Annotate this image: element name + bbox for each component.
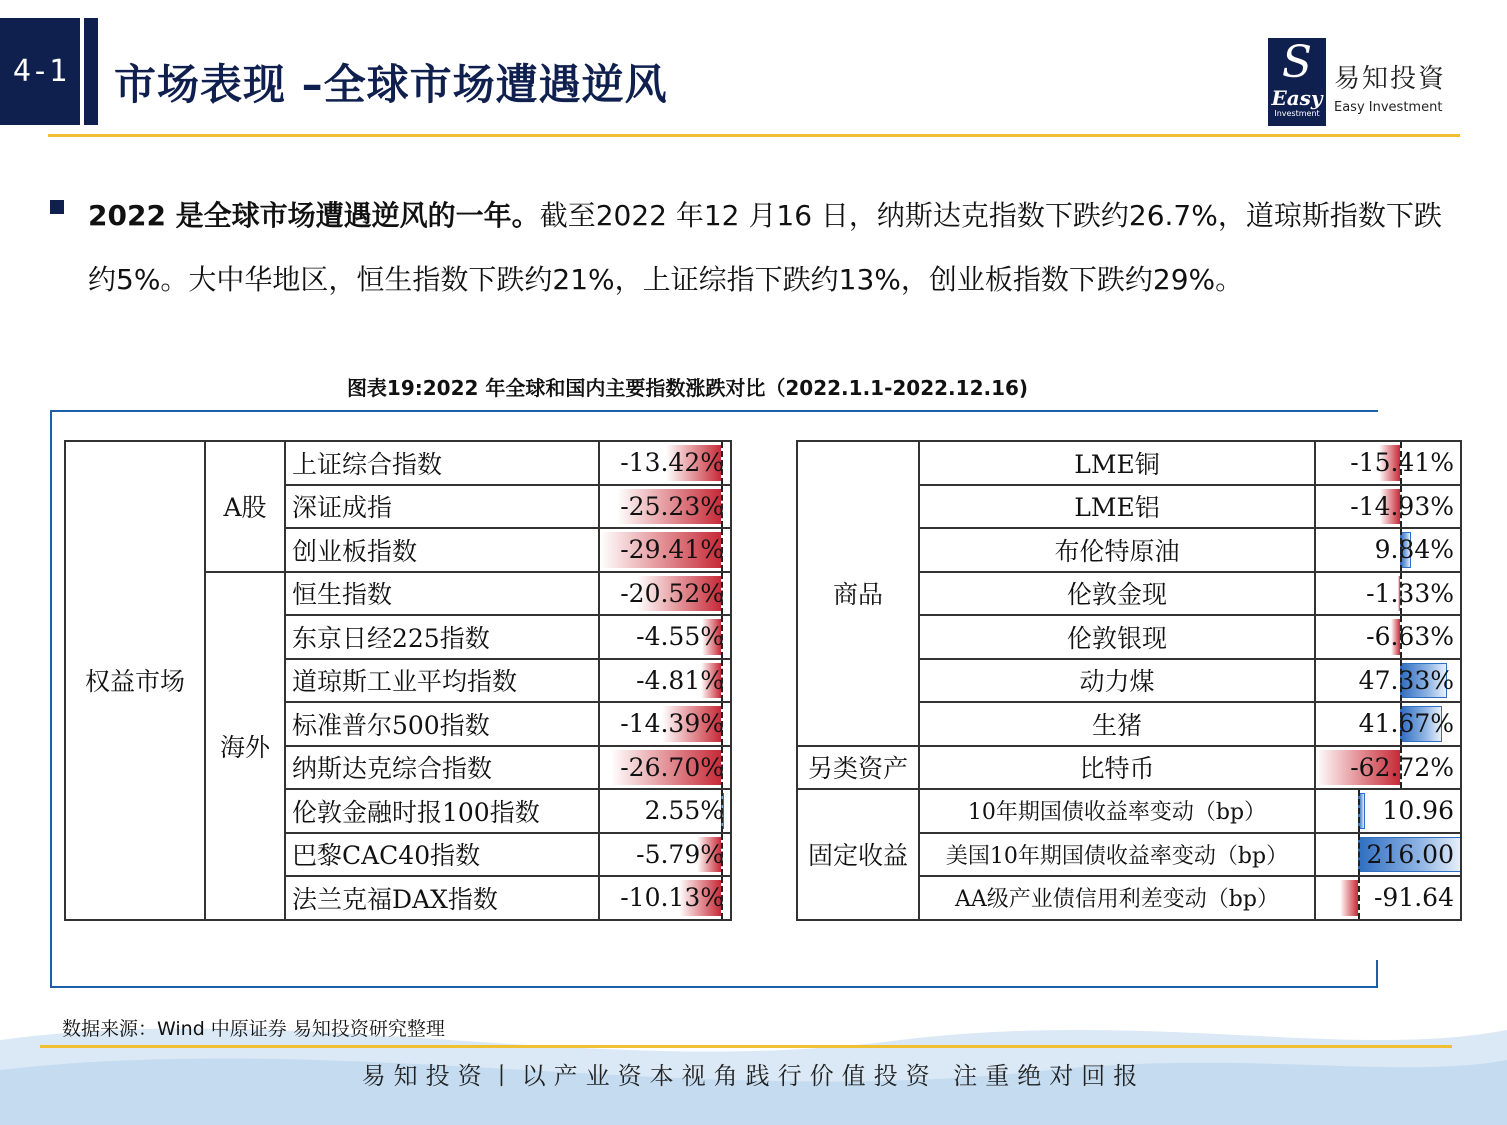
value-text: -4.55% [636, 622, 724, 652]
index-name: 恒生指数 [285, 572, 599, 616]
value-text: -14.93% [1350, 491, 1454, 521]
header-divider [48, 134, 1460, 137]
asset-name: 10年期国债收益率变动（bp） [919, 789, 1315, 833]
zero-axis-line [721, 660, 723, 702]
page-title: 市场表现 –全球市场遭遇逆风 [114, 60, 668, 109]
value-cell [1315, 702, 1461, 746]
index-name: 伦敦金融时报100指数 [285, 789, 599, 833]
value-cell [1315, 572, 1461, 616]
value-cell [1315, 528, 1461, 572]
value-text: -29.41% [620, 535, 724, 565]
table-row [797, 789, 1461, 833]
value-text: 9.84% [1374, 535, 1454, 565]
value-text: 216.00 [1366, 839, 1454, 869]
summary-bold: 2022 是全球市场遭遇逆风的一年。 [88, 199, 540, 232]
value-cell [599, 746, 731, 790]
zero-axis-line [721, 877, 723, 919]
asset-name: AA级产业债信用利差变动（bp） [919, 876, 1315, 920]
asset-name: 伦敦金现 [919, 572, 1315, 616]
value-cell [1315, 659, 1461, 703]
index-name: 创业板指数 [285, 528, 599, 572]
group-fixed-income: 固定收益 [797, 789, 919, 920]
value-text: -1.33% [1366, 578, 1454, 608]
value-cell [1315, 485, 1461, 529]
value-cell [1315, 876, 1461, 920]
index-name: 法兰克福DAX指数 [285, 876, 599, 920]
asset-name: LME铜 [919, 441, 1315, 485]
chart-frame-left [50, 410, 52, 988]
zero-axis-line [1400, 616, 1402, 658]
commodity-fixed-income-table [796, 440, 1462, 921]
asset-name: 生猪 [919, 702, 1315, 746]
zero-axis-line [1400, 573, 1402, 615]
value-cell [599, 528, 731, 572]
chart-frame-bottom [50, 986, 1378, 988]
zero-axis-line [1358, 877, 1360, 919]
summary-text: 截至2022 年12 月16 日，纳斯达克指数下跌约26.7%，道琼斯指数下跌约5%。大中华地区，恒生指数下跌约21%，上证综指下跌约13%，创业板指数下跌约29%。 [88, 199, 1442, 296]
value-text: -13.42% [620, 448, 724, 478]
bullet-square-icon [50, 200, 64, 214]
asset-name: 伦敦银现 [919, 615, 1315, 659]
zero-axis-line [1358, 834, 1360, 876]
value-cell [599, 833, 731, 877]
value-text: 2.55% [644, 796, 724, 826]
group-equity: 权益市场 [65, 441, 205, 920]
company-logo: S Easy Investment [1268, 38, 1326, 126]
subgroup-a-share: A股 [205, 441, 285, 572]
zero-axis-line [721, 834, 723, 876]
zero-axis-line [1400, 703, 1402, 745]
logo-chinese-name: 易知投資 [1334, 64, 1447, 94]
subgroup-overseas: 海外 [205, 572, 285, 920]
zero-axis-line [1400, 747, 1402, 789]
chart-frame-right [1376, 960, 1378, 988]
value-text: 10.96 [1382, 796, 1454, 826]
asset-name: LME铝 [919, 485, 1315, 529]
value-text: 47.33% [1358, 665, 1454, 695]
value-cell [599, 789, 731, 833]
index-name: 深证成指 [285, 485, 599, 529]
logo-english-name: Easy Investment [1334, 100, 1443, 115]
zero-axis-line [1358, 790, 1360, 832]
asset-name: 动力煤 [919, 659, 1315, 703]
table-row [797, 441, 1461, 485]
value-cell [599, 572, 731, 616]
value-cell [1315, 615, 1461, 659]
value-text: -6.63% [1366, 622, 1454, 652]
zero-axis-line [1400, 442, 1402, 484]
section-number: 4-1 [0, 18, 80, 125]
asset-name: 美国10年期国债收益率变动（bp） [919, 833, 1315, 877]
index-name: 东京日经225指数 [285, 615, 599, 659]
data-source-note: 数据来源：Wind 中原证券 易知投资研究整理 [62, 1018, 445, 1040]
value-text: -15.41% [1350, 448, 1454, 478]
chart-frame-top [50, 410, 1378, 412]
index-name: 道琼斯工业平均指数 [285, 659, 599, 703]
value-text: -91.64 [1373, 883, 1454, 913]
value-text: -4.81% [636, 665, 724, 695]
zero-axis-line [1400, 486, 1402, 528]
value-text: -26.70% [620, 752, 724, 782]
value-cell [1315, 441, 1461, 485]
index-name: 标准普尔500指数 [285, 702, 599, 746]
zero-axis-line [721, 616, 723, 658]
index-name: 巴黎CAC40指数 [285, 833, 599, 877]
zero-axis-line [721, 790, 723, 832]
value-text: -62.72% [1350, 752, 1454, 782]
value-bar [1340, 880, 1358, 916]
value-text: -14.39% [620, 709, 724, 739]
zero-axis-line [1400, 660, 1402, 702]
zero-axis-line [721, 442, 723, 484]
index-name: 上证综合指数 [285, 441, 599, 485]
group-commodity: 商品 [797, 441, 919, 746]
value-cell [599, 441, 731, 485]
index-name: 纳斯达克综合指数 [285, 746, 599, 790]
value-cell [599, 702, 731, 746]
value-cell [599, 485, 731, 529]
zero-axis-line [721, 573, 723, 615]
value-text: -10.13% [620, 883, 724, 913]
zero-axis-line [721, 529, 723, 571]
value-cell [1315, 833, 1461, 877]
asset-name: 比特币 [919, 746, 1315, 790]
footer-slogan: 易知投资丨以产业资本视角践行价值投资 注重绝对回报 [361, 1062, 1146, 1090]
value-cell [1315, 746, 1461, 790]
value-text: 41.67% [1358, 709, 1454, 739]
equity-market-table [64, 440, 732, 921]
zero-axis-line [1400, 529, 1402, 571]
value-cell [599, 659, 731, 703]
table-row [65, 441, 731, 485]
zero-axis-line [721, 703, 723, 745]
value-cell [599, 876, 731, 920]
zero-axis-line [721, 747, 723, 789]
zero-axis-line [721, 486, 723, 528]
chart-title: 图表19:2022 年全球和国内主要指数涨跌对比（2022.1.1-2022.12.16) [346, 376, 1029, 400]
value-text: -20.52% [620, 578, 724, 608]
section-bar [84, 18, 98, 125]
value-cell [1315, 789, 1461, 833]
table-row [797, 746, 1461, 790]
value-cell [599, 615, 731, 659]
value-text: -25.23% [620, 491, 724, 521]
asset-name: 布伦特原油 [919, 528, 1315, 572]
footer-divider [40, 1045, 1452, 1048]
summary-paragraph [88, 184, 1448, 312]
value-text: -5.79% [636, 839, 724, 869]
group-alternative: 另类资产 [797, 746, 919, 790]
